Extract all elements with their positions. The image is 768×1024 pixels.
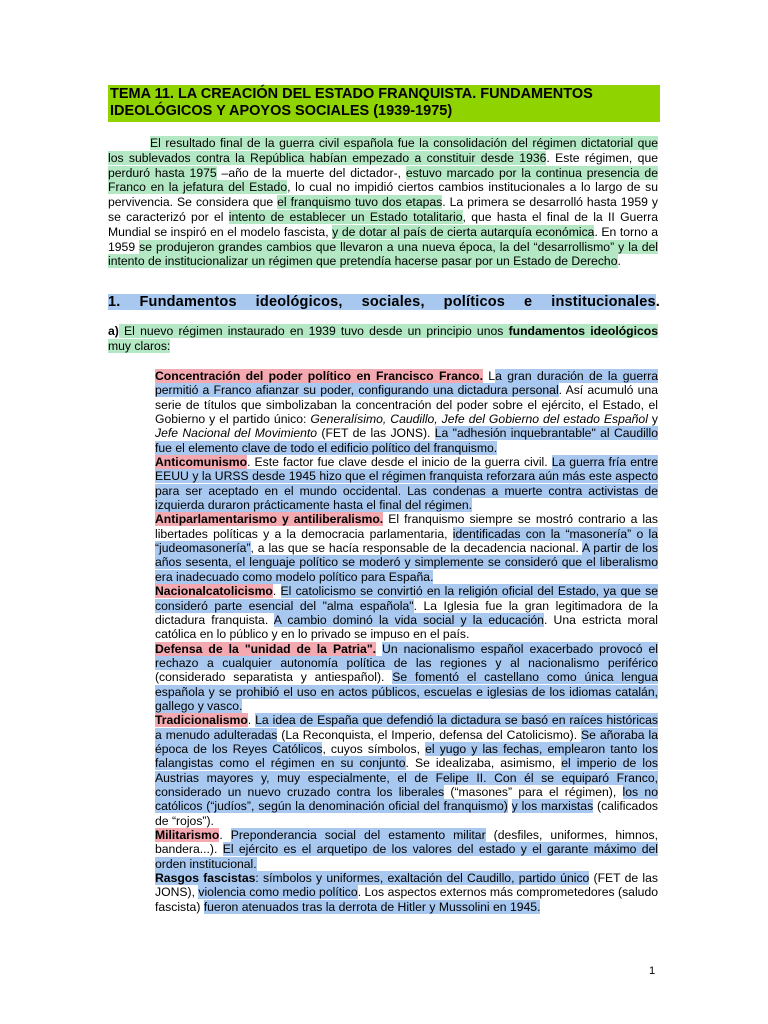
list-item: [155, 642, 658, 714]
section-heading-text: 1. Fundamentos ideológicos, sociales, políticos e institucionales: [108, 294, 656, 310]
item-title: Militarismo: [155, 828, 220, 842]
highlight-green: estuvo marcado por la continua presencia de Franco en la jefatura del Estado: [108, 165, 658, 195]
item-title: Rasgos fascistas: [155, 871, 256, 886]
list-item: [155, 713, 658, 828]
text-italic: Generalísimo, Caudillo, Jefe del Gobierno del estado Español: [310, 412, 648, 427]
page-number: 1: [649, 965, 656, 977]
text: (desfiles, uniformes, himnos, bandera...).: [155, 828, 658, 857]
highlight-green-bold: fundamentos ideológicos: [508, 324, 658, 338]
highlight-blue: La guerra fría entre EEUU y la URSS desde 1945 hizo que el régimen franquista reforzara aún más este aspecto: [155, 455, 658, 484]
text: , a las que se hacía responsable de la decadencia nacional.: [250, 541, 582, 556]
highlight-blue: los no católicos (“judíos”, según la denominación oficial del franquismo): [155, 784, 658, 814]
highlight-blue: A cambio dominó la vida social y la educación: [273, 612, 544, 627]
item-title: Nacionalcatolicismo: [155, 584, 273, 599]
item-title: Antiparlamentarismo y antiliberalismo.: [155, 512, 384, 527]
highlight-blue: Se fomentó el castellano como única lengua española y se prohibió el uso en actos públicos, escuelas e iglesias de los idiomas catalán, gallego y vasco.: [155, 670, 658, 713]
text: (La Reconquista, el Imperio, defensa del Catolicismo).: [277, 727, 582, 742]
text: , cuyos símbolos,: [322, 741, 426, 756]
text: .: [617, 254, 621, 269]
highlight-blue: :: [255, 871, 264, 886]
highlight-green: perduró hasta 1975: [108, 165, 217, 180]
highlight-blue: Se añoraba la época de los Reyes Católicos: [155, 727, 658, 756]
list-item: [155, 369, 658, 455]
list-item: [155, 584, 658, 641]
text: (FET de las JONS).: [317, 426, 435, 441]
text: . Así acumuló una serie de títulos que simbolizaban la concentración del poder sobre el ejército, el Estado, el Gobierno y el partido único:: [155, 383, 658, 427]
text: L: [482, 369, 496, 383]
text: .: [219, 828, 231, 842]
list-item: [155, 512, 658, 584]
text: . La Iglesia fue la gran legitimadora de la dictadura franquista.: [155, 598, 659, 627]
text: (FET de las JONS),: [155, 871, 658, 900]
text: (calificados de “rojos”).: [155, 799, 658, 828]
highlight-blue: , ya que se consideró parte esencial del "alma española": [155, 584, 659, 613]
highlight-green: intento de establecer un Estado totalitario: [228, 209, 463, 224]
text: (considerado separatista y antiespañol).: [155, 670, 393, 685]
highlight-green: El resultado final de la guerra civil española fue la consolidación del régimen dictatorial que los sublevados contra la República habían empezado a constituir desde 1936: [108, 136, 658, 165]
paragraph-a: [108, 324, 658, 354]
list-item: [155, 828, 658, 871]
highlight-blue: el imperio de los Austrias mayores y, muy especialmente, el de Felipe II. Con él se equiparó Franco, considerado un nuevo cruzado contra los liberales: [155, 756, 658, 799]
highlight-blue: El ejército es el arquetipo de los valores del estado y el garante máximo del orden institucional.: [155, 842, 658, 871]
text: . En torno a 1959: [108, 224, 659, 254]
highlight-blue: duración de la guerra permitió a Franco afianzar su poder, configurando una dictadura personal: [155, 369, 658, 398]
text: .: [272, 584, 281, 599]
highlight-blue: violencia como medio político: [198, 885, 358, 900]
highlight-blue: Las condenas a muerte contra activistas de izquierda duraron prácticamente hasta el final del régimen.: [155, 483, 658, 513]
highlight-blue: identificadas con la “masonería” o la “judeomasonería”: [155, 526, 659, 556]
foundations-list: [155, 369, 658, 914]
highlight-blue: símbolos y uniformes, exaltación del Caudillo, partido único: [263, 871, 590, 886]
text: . Este factor fue clave desde el inicio de la guerra civil.: [247, 455, 552, 470]
list-label: a): [108, 324, 119, 338]
text-italic: Jefe Nacional del Movimiento: [155, 426, 318, 441]
document-title: TEMA 11. LA CREACIÓN DEL ESTADO FRANQUISTA. FUNDAMENTOS IDEOLÓGICOS Y APOYOS SOCIALES (1939-1975): [108, 85, 660, 122]
text: . Este régimen, que: [546, 150, 658, 165]
text: y: [647, 412, 658, 427]
list-item: [155, 455, 658, 512]
text: .: [655, 294, 660, 310]
highlight-blue: El catolicismo se convirtió en la religión oficial del Estado: [280, 584, 596, 599]
highlight-blue: el yugo y las fechas, emplearon tanto los falangistas como el régimen en su conjunto: [155, 741, 658, 771]
highlight-blue: Preponderancia social del estamento militar: [230, 828, 486, 842]
highlight-blue: Un nacionalismo español exacerbado provocó el rechazo a cualquier autonomía política de las regiones y al nacionalismo periférico: [155, 641, 658, 670]
item-title: Tradicionalismo: [155, 713, 248, 728]
highlight-blue: A partir de los años sesenta, el lenguaje político se moderó y simplemente se consideró que el liberalismo era inadecuado como modelo político para España.: [155, 541, 658, 584]
intro-paragraph: [108, 136, 658, 269]
highlight-green: se produjeron grandes cambios que llevaron a una nueva época, la del “desarrollismo” y la del intento de institucionalizar un régimen que pretendía hacerse pasar por un Estado de Derecho: [108, 239, 659, 269]
highlight-green: muy claros:: [108, 339, 171, 353]
highlight-blue: La idea de España que defendió la dictadura se basó en raíces históricas a menudo adulteradas: [155, 713, 658, 742]
text: . Los aspectos externos más comprometedores (saludo fascista): [155, 885, 658, 914]
highlight-green: El nuevo régimen instaurado en 1939 tuvo desde un principio unos: [118, 324, 509, 338]
text: , lo cual no impidió ciertos cambios institucionales a lo largo de su pervivencia. Se considera que: [108, 180, 658, 210]
text: El franquismo siempre se mostró contrario a las libertades políticas y a la democracia parlamentaria,: [155, 512, 658, 541]
highlight-blue: fueron atenuados tras la derrota de Hitler y Mussolini en 1945.: [203, 899, 541, 914]
highlight-blue: y los marxistas: [511, 799, 594, 814]
text: (“masones” para el régimen),: [444, 784, 623, 799]
text: –año de la muerte del dictador-,: [216, 165, 406, 180]
text: . Una estricta moral católica en lo público y en lo privado se impuso en el país.: [155, 612, 658, 642]
highlight-green: y de dotar al país de cierta autarquía económica: [332, 224, 595, 239]
item-title: Anticomunismo: [155, 455, 248, 470]
text: . La primera se desarrolló hasta 1959 y se caracterizó por el: [108, 195, 658, 224]
highlight-blue: La "adhesión inquebrantable" al Caudillo fue el elemento clave de todo el edificio político del franquismo.: [155, 426, 658, 455]
text: .: [247, 713, 256, 728]
highlight-blue: para ser aceptado en el mundo occidental.: [155, 483, 408, 498]
text: . Se idealizaba, asimismo,: [405, 756, 562, 771]
highlight-blue: a gran: [495, 369, 537, 383]
list-item: [155, 871, 658, 914]
section-heading: [108, 293, 660, 311]
highlight-green: el franquismo tuvo dos etapas: [277, 195, 443, 210]
text: , que hasta el final de la II Guerra Mundial se inspiró en el modelo fascista,: [108, 209, 659, 239]
item-title: Defensa de la "unidad de la Patria".: [155, 641, 376, 656]
item-title: Concentración del poder político en Francisco Franco.: [155, 369, 483, 383]
